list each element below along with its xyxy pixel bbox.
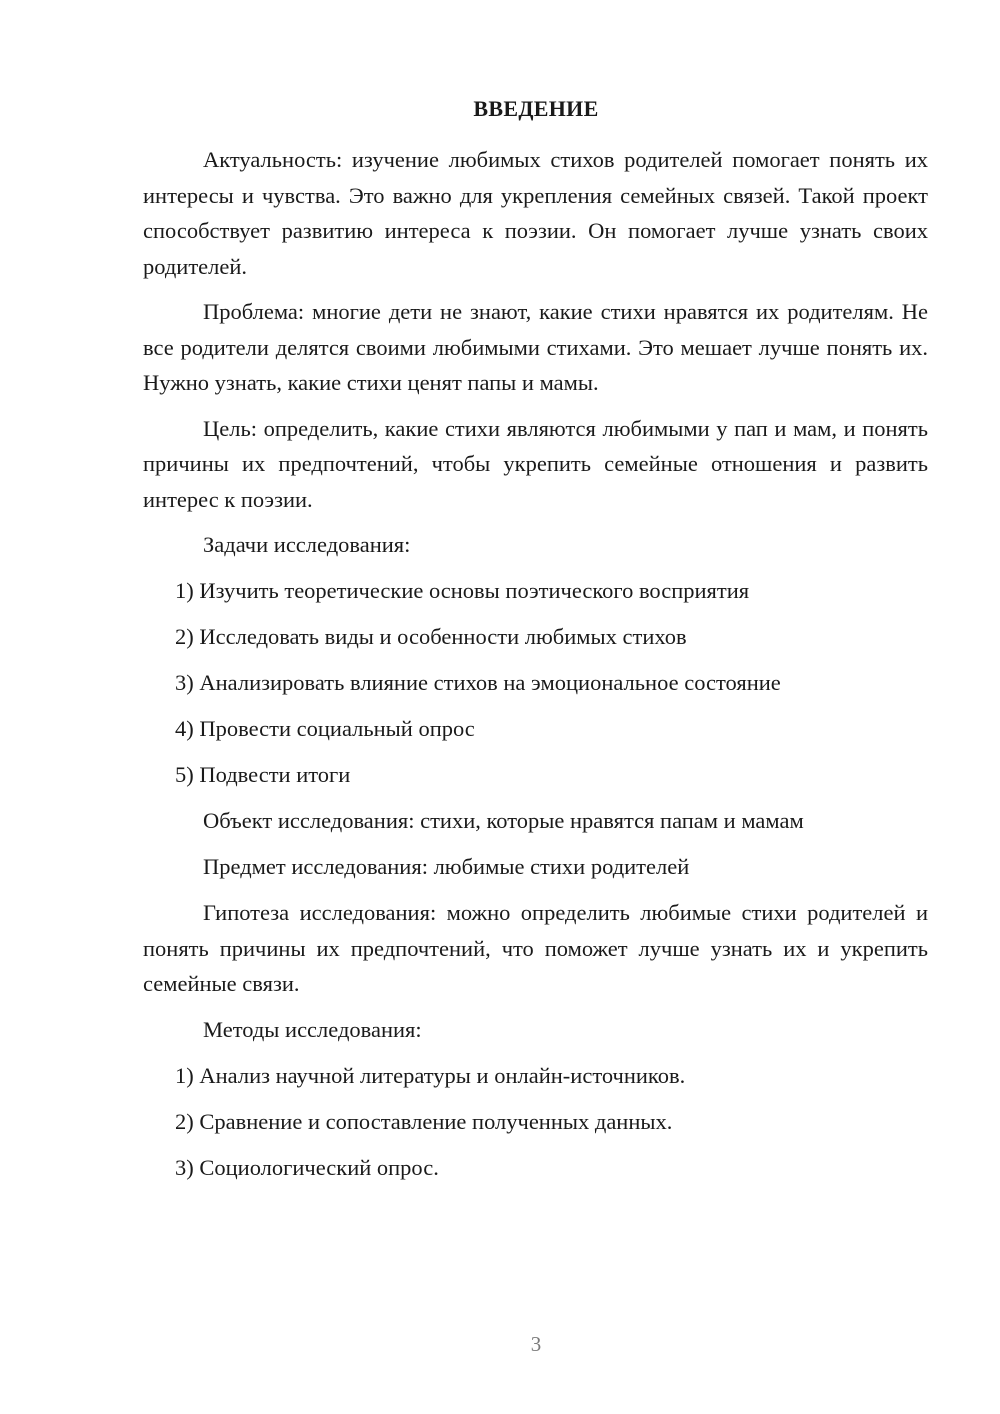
relevance-paragraph: Актуальность: изучение любимых стихов родителей помогает понять их интересы и чувства. Это важно для укрепления семейных связей. Такой проект способствует развитию интереса к поэзии. Он помогает лучше узнать своих родителей. — [143, 147, 928, 279]
page-title: ВВЕДЕНИЕ — [473, 96, 599, 121]
list-item: 2) Сравнение и сопоставление полученных данных. — [175, 1108, 673, 1134]
list-item: 2) Исследовать виды и особенности любимых стихов — [175, 624, 687, 649]
document-body — [143, 142, 928, 1196]
list-item: 1) Изучить теоретические основы поэтического восприятия — [175, 578, 750, 603]
list-item: 4) Провести социальный опрос — [175, 716, 475, 741]
list-item: 5) Подвести итоги — [175, 762, 351, 787]
hypothesis-paragraph: Гипотеза исследования: можно определить любимые стихи родителей и понять причины их предпочтений, что поможет лучше узнать их и укрепить семейные связи. — [143, 900, 928, 996]
methods-list — [143, 1058, 928, 1186]
tasks-list — [143, 573, 928, 793]
goal-paragraph: Цель: определить, какие стихи являются любимыми у пап и мам, и понять причины их предпочтений, чтобы укрепить семейные отношения и развить интерес к поэзии. — [143, 415, 928, 512]
list-item: 3) Анализировать влияние стихов на эмоциональное состояние — [175, 670, 781, 695]
object-paragraph: Объект исследования: стихи, которые нравятся папам и мамам — [203, 808, 804, 833]
methods-heading: Методы исследования: — [203, 1016, 422, 1042]
list-item: 3) Социологический опрос. — [175, 1154, 439, 1180]
list-item: 1) Анализ научной литературы и онлайн-источников. — [175, 1062, 686, 1088]
problem-paragraph: Проблема: многие дети не знают, какие стихи нравятся их родителям. Не все родители делятся своими любимыми стихами. Это мешает лучше понять их. Нужно узнать, какие стихи ценят папы и мамы. — [143, 299, 928, 395]
subject-paragraph: Предмет исследования: любимые стихи родителей — [203, 854, 690, 879]
page-number: 3 — [530, 1332, 542, 1356]
tasks-heading: Задачи исследования: — [203, 532, 411, 557]
